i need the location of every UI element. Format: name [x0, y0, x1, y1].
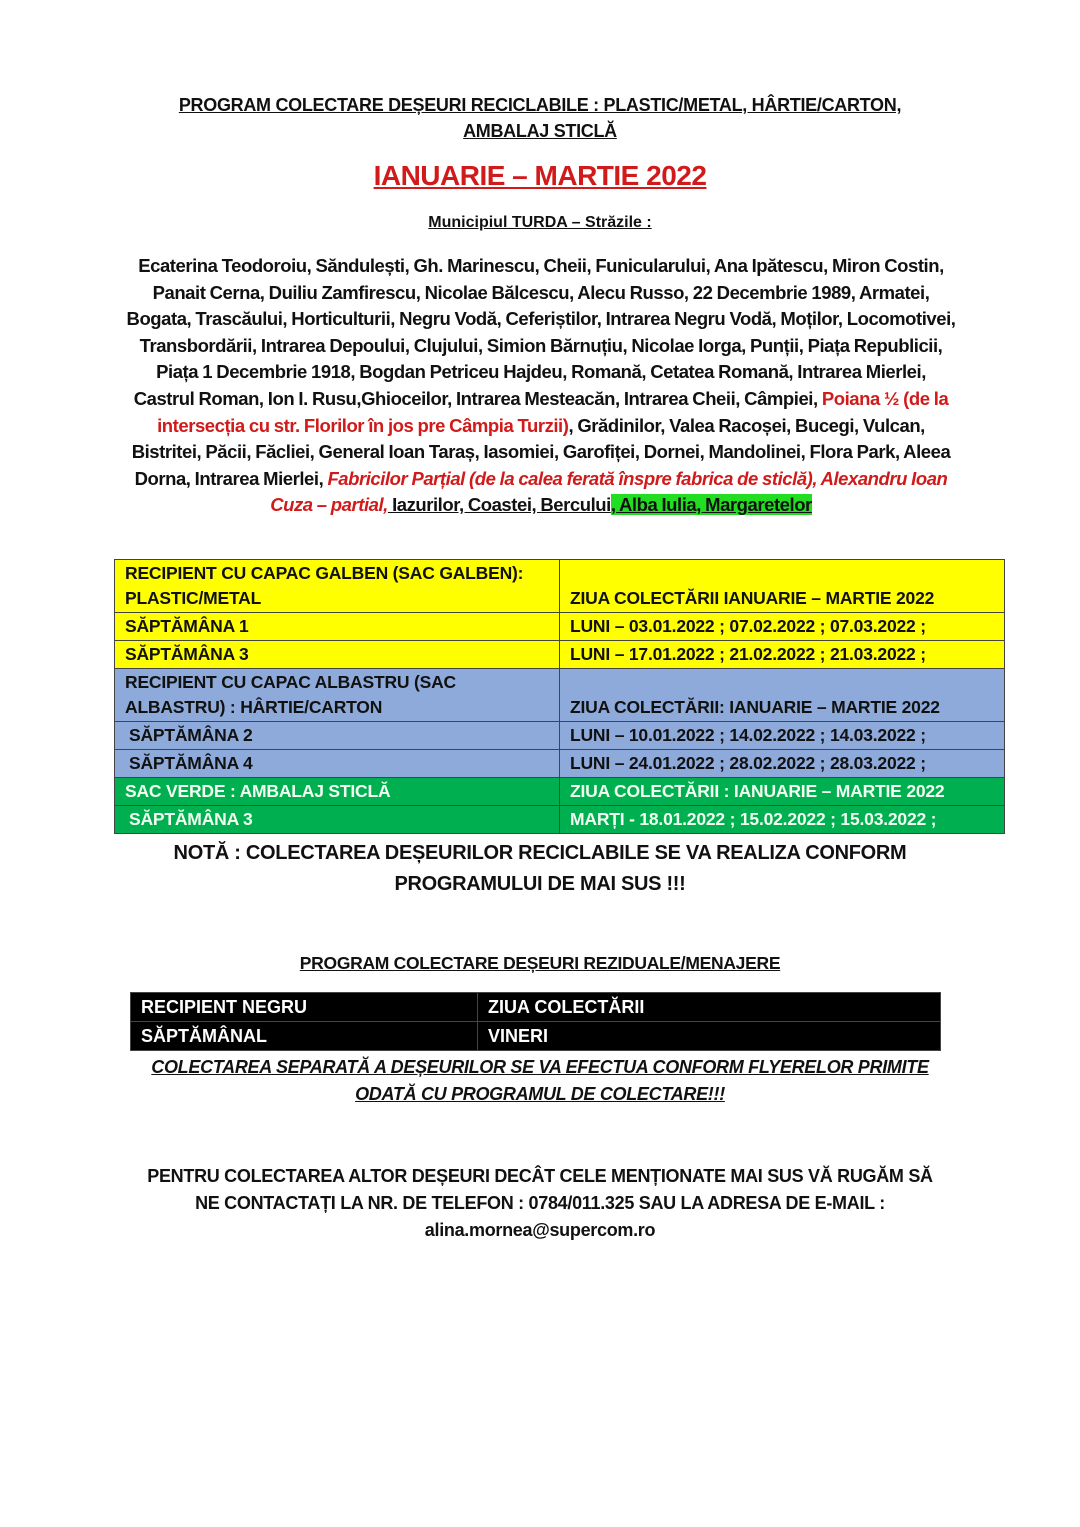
title-line-2: AMBALAJ STICLĂ — [463, 121, 617, 141]
blue-container-label: RECIPIENT CU CAPAC ALBASTRU (SAC ALBASTRU) : HÂRTIE/CARTON — [115, 669, 560, 722]
streets-partial-italic: Fabricilor Parțial (de la calea ferată înspre fabrica de sticlă), Alexandru Ioan Cuza – partial, — [270, 467, 948, 516]
residual-frequency: SĂPTĂMÂNAL — [131, 1022, 478, 1051]
streets-subtitle: Municipiul TURDA – Străzile : — [428, 214, 652, 231]
residual-schedule-table — [130, 992, 941, 1051]
blue-header-row — [115, 669, 1005, 722]
note-line-2: PROGRAMULUI DE MAI SUS !!! — [394, 873, 686, 895]
green-container-label: SAC VERDE : AMBALAJ STICLĂ — [115, 778, 560, 806]
week-label: SĂPTĂMÂNA 2 — [115, 722, 560, 750]
collection-dates: LUNI – 17.01.2022 ; 21.02.2022 ; 21.03.2022 ; — [560, 641, 1005, 669]
note-line-1: NOTĂ : COLECTAREA DEȘEURILOR RECICLABILE SE VA REALIZA CONFORM — [173, 842, 907, 864]
recycling-schedule-table — [114, 559, 1005, 834]
recycling-note — [120, 838, 960, 900]
residual-container-label: RECIPIENT NEGRU — [131, 993, 478, 1022]
yellow-header-row — [115, 560, 1005, 613]
residual-waste-title: PROGRAM COLECTARE DEȘEURI REZIDUALE/MENAJERE — [299, 953, 781, 973]
residual-day: VINERI — [478, 1022, 941, 1051]
yellow-container-label: RECIPIENT CU CAPAC GALBEN (SAC GALBEN): PLASTIC/METAL — [115, 560, 560, 613]
separate-collection-note — [120, 1054, 960, 1108]
table-row — [115, 750, 1005, 778]
table-row — [115, 641, 1005, 669]
separate-note-line-1: COLECTAREA SEPARATĂ A DEȘEURILOR SE VA EFECTUA CONFORM FLYERELOR PRIMITE — [151, 1057, 929, 1077]
collection-dates: LUNI – 24.01.2022 ; 28.02.2022 ; 28.03.2022 ; — [560, 750, 1005, 778]
streets-part-1: Ecaterina Teodoroiu, Săndulești, Gh. Marinescu, Cheii, Funicularului, Ana Ipătescu, Miron Costin, Panait Cerna, Duiliu Zamfirescu, Nicolae Bălcescu, Alecu Russo, 22 Decembrie 1989, Armatei, Bogata, Trascăului, Horticulturii, Negru Vodă, Ceferiștilor, Intrarea Negru Vodă, Moților, Locomotivei, Transbordării, Intrarea Depoului, Clujului, Simion Bărnuțiu, Nicolae Iorga, Punții, Piața Republicii, Piața 1 Decembrie 1918, Bogdan Petriceu Hajdeu, Romană, Cetatea Romană, Intrarea Mierlei, Castrul Roman, Ion I. Rusu,Ghioceilor, Intrarea Mesteacăn, Intrarea Cheii, Câmpiei, — [126, 255, 956, 409]
table-row — [115, 722, 1005, 750]
contact-line-2: NE CONTACTAȚI LA NR. DE TELEFON : 0784/011.325 SAU LA ADRESA DE E-MAIL : — [195, 1193, 885, 1213]
blue-collection-day-header: ZIUA COLECTĂRII: IANUARIE – MARTIE 2022 — [560, 669, 1005, 722]
streets-underlined: Iazurilor, Coastei, Bercului — [387, 494, 611, 516]
table-row — [131, 993, 941, 1022]
green-collection-day-header: ZIUA COLECTĂRII : IANUARIE – MARTIE 2022 — [560, 778, 1005, 806]
streets-red-partial: Poiana ½ (de la intersecția cu str. Florilor în jos pre Câmpia Turzii) — [157, 387, 949, 436]
week-label: SĂPTĂMÂNA 3 — [115, 641, 560, 669]
collection-dates: LUNI – 10.01.2022 ; 14.02.2022 ; 14.03.2022 ; — [560, 722, 1005, 750]
table-row — [115, 613, 1005, 641]
separate-note-line-2: ODATĂ CU PROGRAMUL DE COLECTARE!!! — [355, 1084, 725, 1104]
collection-dates: MARȚI - 18.01.2022 ; 15.02.2022 ; 15.03.2022 ; — [560, 806, 1005, 834]
table-row — [115, 806, 1005, 834]
week-label: SĂPTĂMÂNA 1 — [115, 613, 560, 641]
collection-dates: LUNI – 03.01.2022 ; 07.02.2022 ; 07.03.2022 ; — [560, 613, 1005, 641]
green-header-row — [115, 778, 1005, 806]
streets-list — [124, 253, 958, 519]
document-title — [120, 92, 960, 144]
streets-highlighted: , Alba Iulia, Margaretelor — [610, 494, 812, 516]
contact-email[interactable]: alina.mornea@supercom.ro — [424, 1220, 656, 1240]
title-line-1: PROGRAM COLECTARE DEȘEURI RECICLABILE : PLASTIC/METAL, HÂRTIE/CARTON, — [178, 95, 902, 115]
table-row — [131, 1022, 941, 1051]
contact-line-1: PENTRU COLECTAREA ALTOR DEȘEURI DECÂT CELE MENȚIONATE MAI SUS VĂ RUGĂM SĂ — [147, 1166, 933, 1186]
streets-part-2: , Grădinilor, Valea Racoșei, Bucegi, Vulcan, Bistritei, Păcii, Făcliei, General Ioan Taraș, Iasomiei, Garofiței, Dornei, Mandolinei, Flora Park, Aleea Dorna, Intrarea Mierlei, — [131, 414, 951, 489]
residual-day-header: ZIUA COLECTĂRII — [478, 993, 941, 1022]
period-heading: IANUARIE – MARTIE 2022 — [373, 160, 707, 191]
week-label: SĂPTĂMÂNA 3 — [115, 806, 560, 834]
week-label: SĂPTĂMÂNA 4 — [115, 750, 560, 778]
yellow-collection-day-header: ZIUA COLECTĂRII IANUARIE – MARTIE 2022 — [560, 560, 1005, 613]
contact-info — [120, 1163, 960, 1244]
